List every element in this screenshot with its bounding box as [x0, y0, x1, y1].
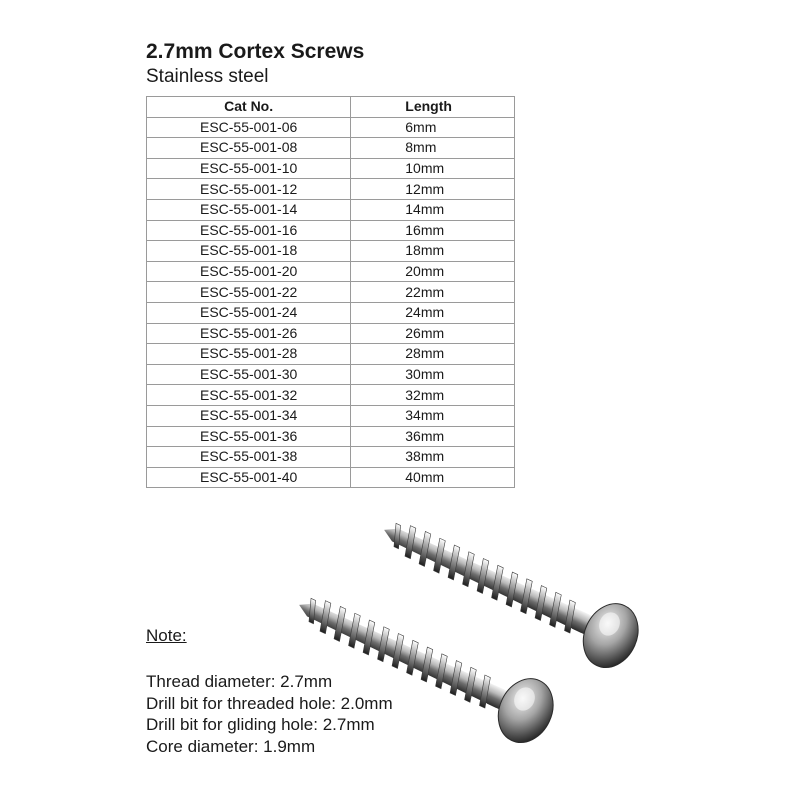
cat-no-cell: ESC-55-001-40	[147, 467, 351, 488]
length-cell: 12mm	[351, 179, 515, 200]
table-row	[147, 302, 515, 323]
table-row	[147, 426, 515, 447]
table-row	[147, 158, 515, 179]
table-row	[147, 261, 515, 282]
cat-no-cell: ESC-55-001-28	[147, 344, 351, 365]
column-header-cat-no: Cat No.	[147, 97, 351, 118]
cat-no-cell: ESC-55-001-10	[147, 158, 351, 179]
table-row	[147, 220, 515, 241]
page-title: 2.7mm Cortex Screws	[146, 40, 365, 63]
table-row	[147, 117, 515, 138]
table-row	[147, 199, 515, 220]
cat-no-cell: ESC-55-001-14	[147, 199, 351, 220]
length-cell: 14mm	[351, 199, 515, 220]
length-cell: 26mm	[351, 323, 515, 344]
table-body	[147, 117, 515, 488]
cat-no-cell: ESC-55-001-18	[147, 241, 351, 262]
table-row	[147, 467, 515, 488]
note-drill-threaded-hole: Drill bit for threaded hole: 2.0mm	[146, 693, 393, 713]
note-lines	[146, 671, 393, 757]
note-heading: Note:	[146, 626, 187, 645]
cat-no-cell: ESC-55-001-38	[147, 447, 351, 468]
cat-no-cell: ESC-55-001-26	[147, 323, 351, 344]
page-subtitle: Stainless steel	[146, 66, 269, 87]
length-cell: 22mm	[351, 282, 515, 303]
length-cell: 38mm	[351, 447, 515, 468]
table-row	[147, 282, 515, 303]
note-thread-diameter: Thread diameter: 2.7mm	[146, 672, 333, 691]
length-cell: 40mm	[351, 467, 515, 488]
cat-no-cell: ESC-55-001-24	[147, 302, 351, 323]
cat-no-cell: ESC-55-001-22	[147, 282, 351, 303]
cat-no-cell: ESC-55-001-30	[147, 364, 351, 385]
length-cell: 36mm	[351, 426, 515, 447]
length-cell: 8mm	[351, 138, 515, 159]
cat-no-cell: ESC-55-001-16	[147, 220, 351, 241]
length-cell: 32mm	[351, 385, 515, 406]
note-drill-gliding-hole: Drill bit for gliding hole: 2.7mm	[146, 715, 375, 734]
cat-no-cell: ESC-55-001-36	[147, 426, 351, 447]
cat-no-cell: ESC-55-001-12	[147, 179, 351, 200]
length-cell: 24mm	[351, 302, 515, 323]
table-row	[147, 179, 515, 200]
table-row	[147, 385, 515, 406]
table-row	[147, 447, 515, 468]
length-cell: 30mm	[351, 364, 515, 385]
cat-no-cell: ESC-55-001-32	[147, 385, 351, 406]
length-cell: 6mm	[351, 117, 515, 138]
length-cell: 28mm	[351, 344, 515, 365]
length-cell: 10mm	[351, 158, 515, 179]
table-row	[147, 241, 515, 262]
table-row	[147, 138, 515, 159]
table-row	[147, 364, 515, 385]
column-header-length: Length	[351, 97, 515, 118]
table-row	[147, 344, 515, 365]
length-cell: 18mm	[351, 241, 515, 262]
table-header-row	[147, 97, 515, 118]
length-cell: 20mm	[351, 261, 515, 282]
cat-no-cell: ESC-55-001-34	[147, 405, 351, 426]
cat-no-cell: ESC-55-001-20	[147, 261, 351, 282]
cat-no-cell: ESC-55-001-08	[147, 138, 351, 159]
table-row	[147, 405, 515, 426]
length-cell: 16mm	[351, 220, 515, 241]
table-row	[147, 323, 515, 344]
screw-size-table	[146, 96, 515, 488]
note-core-diameter: Core diameter: 1.9mm	[146, 736, 316, 756]
length-cell: 34mm	[351, 405, 515, 426]
cat-no-cell: ESC-55-001-06	[147, 117, 351, 138]
